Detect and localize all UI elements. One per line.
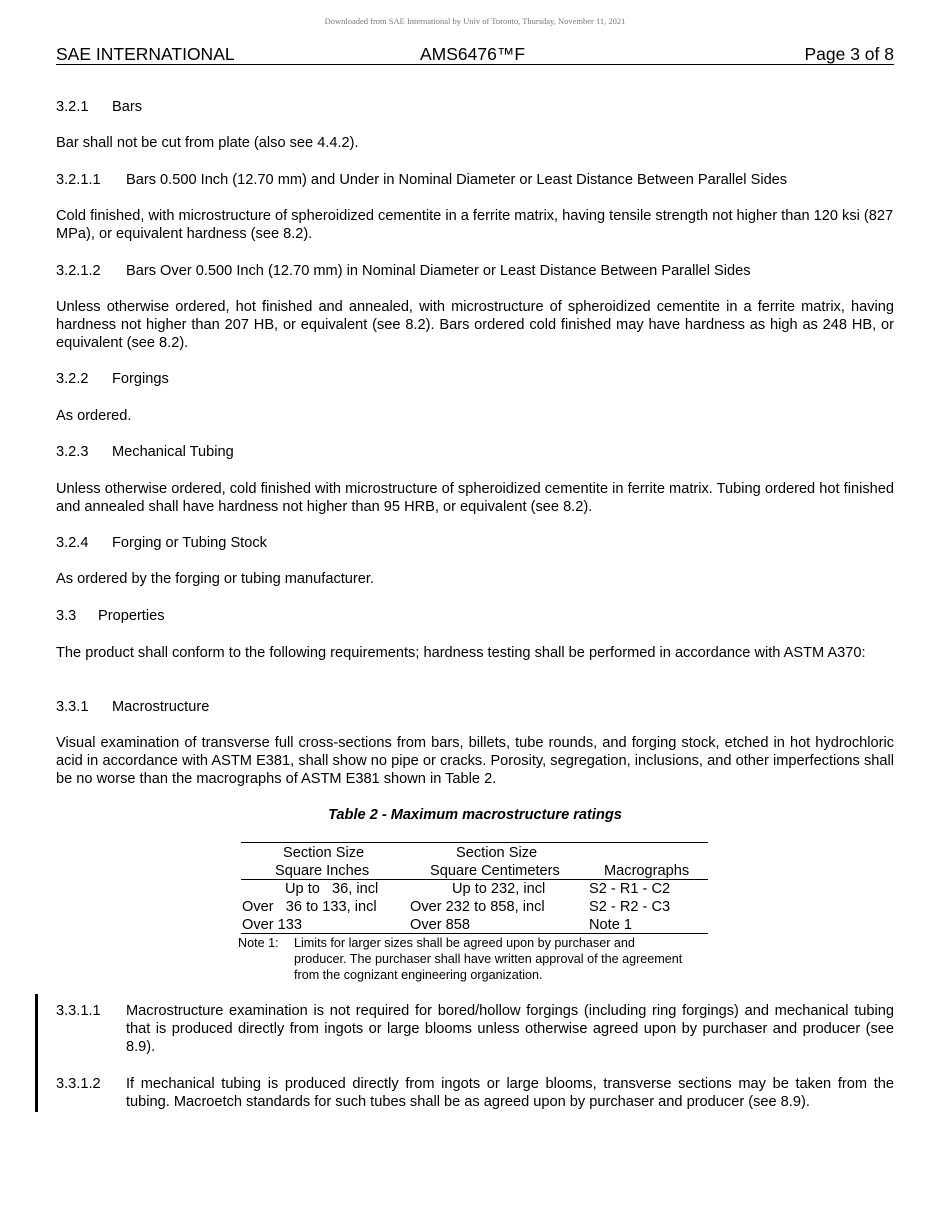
section-text: Unless otherwise ordered, hot finished and annealed, with microstructure of spheroidized cementite in a ferrite matrix, having hardness not higher than 207 HB, or equivalent (see 8.2). Bars ordered cold finished may have hardness as high as 248 HB, or equivalent (see 8.2). <box>56 299 894 351</box>
table-header: Section Size <box>283 845 365 861</box>
table-header: Square Inches <box>275 863 370 879</box>
table-header: Macrographs <box>604 863 690 879</box>
table-cell: Up to 232, incl <box>452 881 546 897</box>
revision-change-bar <box>35 994 38 1112</box>
table-cell: Over 232 to 858, incl <box>410 899 545 915</box>
section-number: 3.3.1.1 <box>56 1003 101 1019</box>
page-header <box>56 44 894 65</box>
section-number: 3.2.1 <box>56 99 89 115</box>
table-cell: Over 36 to 133, incl <box>242 899 377 915</box>
section-title: Bars <box>112 99 143 115</box>
section-number: 3.2.3 <box>56 444 89 460</box>
section-text: As ordered by the forging or tubing manufacturer. <box>56 571 375 587</box>
table-cell: Over 133 <box>242 917 303 933</box>
subsection <box>56 1075 894 1111</box>
table-header: Section Size <box>456 845 538 861</box>
section-text: Cold finished, with microstructure of spheroidized cementite in a ferrite matrix, having tensile strength not higher than 120 ksi (827 MPa), or equivalent hardness (see 8.2). <box>56 208 894 242</box>
section-title: Forgings <box>112 371 169 387</box>
section-title: Bars Over 0.500 Inch (12.70 mm) in Nominal Diameter or Least Distance Between Parallel Sides <box>126 263 751 279</box>
section-number: 3.2.1.2 <box>56 263 101 279</box>
table-bottom-rule <box>241 933 708 934</box>
section-title: Mechanical Tubing <box>112 444 234 460</box>
section-text: Unless otherwise ordered, cold finished with microstructure of spheroidized cementite in ferrite matrix. Tubing ordered hot finished and annealed shall have hardness not higher than 95 HRB, or equivalent (see 8.2). <box>56 481 894 515</box>
section-title: Bars 0.500 Inch (12.70 mm) and Under in Nominal Diameter or Least Distance Between Parallel Sides <box>126 172 788 188</box>
section-title: Macrostructure <box>112 699 210 715</box>
header-doc-number: AMS6476™F <box>420 44 526 64</box>
section-text: The product shall conform to the following requirements; hardness testing shall be performed in accordance with ASTM A370: <box>56 645 866 661</box>
table-cell: Note 1 <box>589 917 632 933</box>
table-top-rule <box>241 842 708 843</box>
header-org: SAE INTERNATIONAL <box>56 44 235 64</box>
section-text: Macrostructure examination is not required for bored/hollow forgings (including ring forgings) and mechanical tubing that is produced directly from ingots or large blooms unless otherwise agreed upon by purchaser and producer (see 8.9). <box>126 1003 894 1055</box>
section-text: If mechanical tubing is produced directly from ingots or large blooms, transverse sections may be taken from the tubing. Macroetch standards for such tubes shall be as agreed upon by purchaser and producer (see 8.9). <box>126 1076 894 1110</box>
table-cell: S2 - R1 - C2 <box>589 881 671 897</box>
section-number: 3.2.1.1 <box>56 172 101 188</box>
subsection <box>56 1002 894 1056</box>
section-number: 3.3.1.2 <box>56 1076 101 1092</box>
header-page-number: Page 3 of 8 <box>804 44 894 64</box>
section-text: Visual examination of transverse full cross-sections from bars, billets, tube rounds, and forging stock, etched in hot hydrochloric acid in accordance with ASTM E381, shall show no pipe or cracks. Porosity, segregation, inclusions, and other imperfections shall be no worse than the macrographs of ASTM E381 shown in Table 2. <box>56 735 894 787</box>
table-note-label: Note 1: <box>238 936 279 950</box>
section-text: As ordered. <box>56 408 132 424</box>
section-title: Forging or Tubing Stock <box>112 535 267 551</box>
table-cell: Up to 36, incl <box>285 881 379 897</box>
table-cell: Over 858 <box>410 917 471 933</box>
section-text: Bar shall not be cut from plate (also see 4.4.2). <box>56 135 359 151</box>
section-title: Properties <box>98 608 165 624</box>
section-number: 3.3 <box>56 608 77 624</box>
download-notice: Downloaded from SAE International by Univ of Toronto, Thursday, November 11, 2021 <box>324 16 626 26</box>
table-header: Square Centimeters <box>430 863 560 879</box>
section-number: 3.3.1 <box>56 699 89 715</box>
section-number: 3.2.2 <box>56 371 89 387</box>
table-caption: Table 2 - Maximum macrostructure ratings <box>328 807 622 823</box>
section-number: 3.2.4 <box>56 535 89 551</box>
table-note-text: Limits for larger sizes shall be agreed upon by purchaser and producer. The purchaser shall have written approval of the agreement from the cognizant engineering organization. <box>294 936 683 982</box>
table-cell: S2 - R2 - C3 <box>589 899 671 915</box>
